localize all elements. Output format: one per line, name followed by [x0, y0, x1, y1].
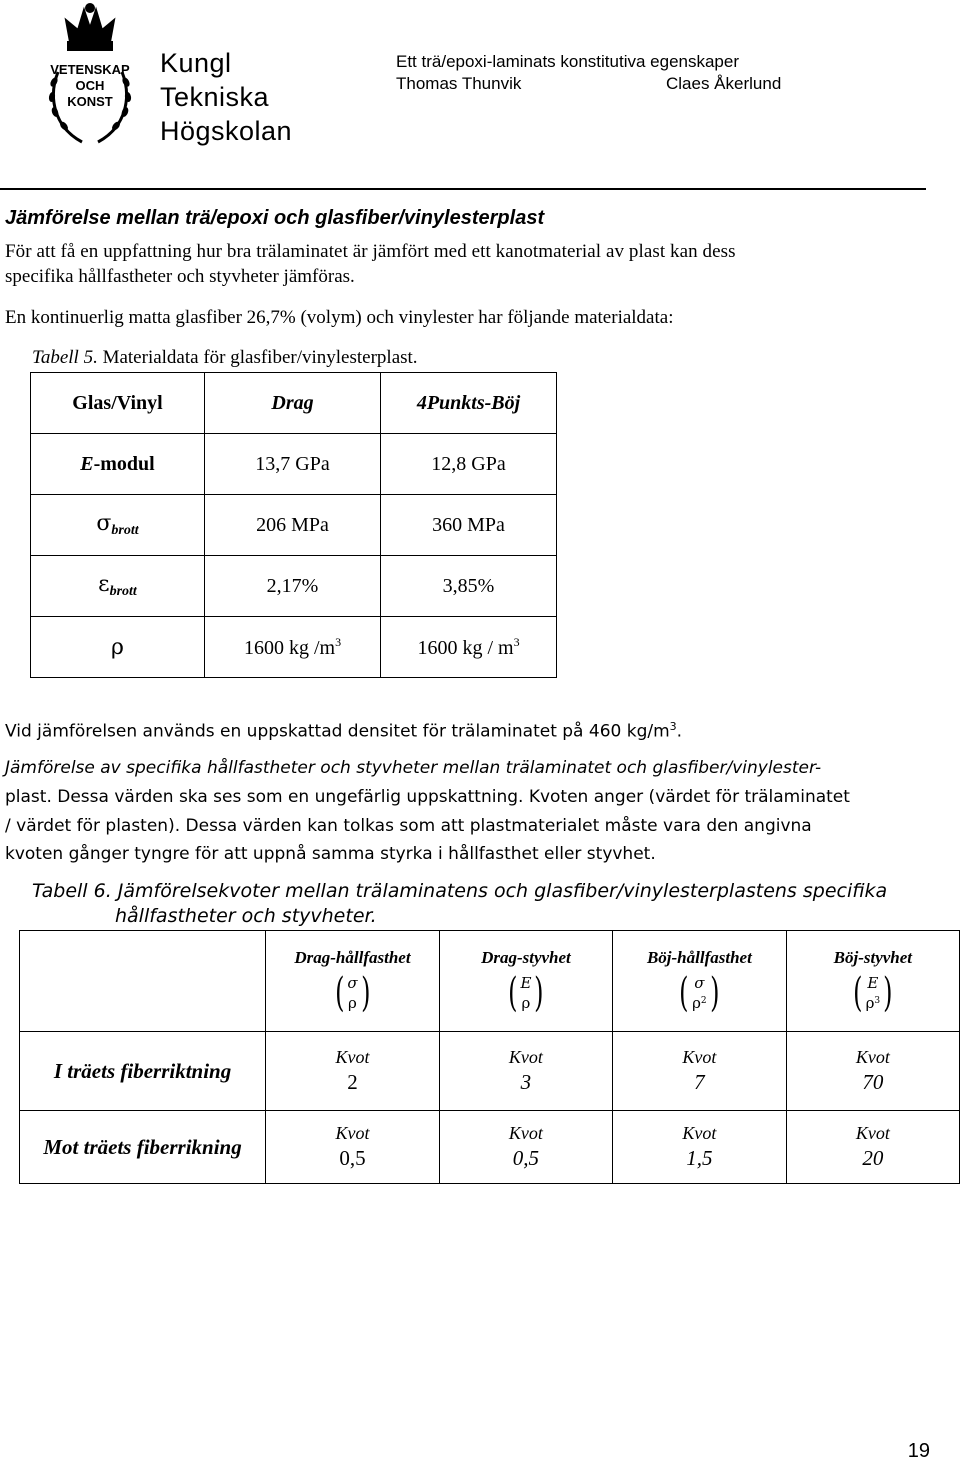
- left-paren-icon: (: [679, 970, 689, 1016]
- ratio-header-cell: [439, 931, 612, 1032]
- material-data-table: [30, 372, 557, 678]
- ratio-value-cell: [613, 1032, 787, 1111]
- left-paren-icon: (: [334, 970, 345, 1016]
- exponent: 2: [700, 996, 707, 1006]
- ratio-value: 70: [862, 1070, 884, 1094]
- fraction-numerator: E: [520, 974, 532, 992]
- boj-value-cell: [381, 617, 557, 678]
- ratio-header-cell: [786, 931, 959, 1032]
- paragraph-line: specifika hållfastheter och styvheter jämföras.: [5, 266, 355, 287]
- property-symbol: E: [80, 452, 94, 475]
- crest-motto-line: KONST: [67, 94, 113, 109]
- fraction-denominator-symbol: ρ: [521, 994, 531, 1012]
- property-cell: [31, 495, 205, 556]
- right-paren-icon: ): [883, 970, 893, 1016]
- crest-motto-line: OCH: [75, 78, 105, 93]
- table-header-row: [20, 931, 960, 1032]
- kvot-label: Kvot: [335, 1123, 370, 1143]
- section-title: Jämförelse mellan trä/epoxi och glasfiber/vinylesterplast: [5, 207, 545, 229]
- ratio-value-cell: [613, 1111, 787, 1184]
- exponent: 3: [669, 720, 677, 733]
- fraction-body: [520, 974, 531, 1012]
- value-text: 1600 kg / m: [417, 636, 514, 659]
- ratio-value-cell: [439, 1111, 612, 1184]
- fraction-body: [866, 974, 881, 1012]
- table-row: [31, 434, 557, 495]
- kvot-label: Kvot: [855, 1123, 890, 1143]
- ratio-fraction: [332, 972, 373, 1014]
- right-paren-icon: ): [360, 970, 371, 1016]
- property-symbol: ρ: [111, 634, 124, 660]
- table-header-row: [31, 373, 557, 434]
- fraction-body: [347, 974, 357, 1012]
- ratio-header-cell: [266, 931, 440, 1032]
- left-paren-icon: (: [853, 970, 863, 1016]
- table-header-cell: Glas/Vinyl: [31, 373, 205, 434]
- fraction-body: [692, 974, 707, 1012]
- ratio-fraction: [850, 972, 896, 1014]
- ratio-value: 20: [862, 1146, 884, 1170]
- fraction-denominator: [348, 992, 357, 1012]
- ratio-fraction: [676, 972, 722, 1014]
- left-paren-icon: (: [507, 970, 518, 1016]
- drag-value-cell: [205, 617, 381, 678]
- kvot-label: Kvot: [335, 1047, 370, 1067]
- ratio-value-cell: [786, 1111, 959, 1184]
- author-name: Thomas Thunvik: [396, 74, 522, 93]
- fraction-denominator: [866, 992, 881, 1012]
- ratio-value-cell: [266, 1032, 440, 1111]
- table-row: [31, 495, 557, 556]
- comparison-line: / värdet för plasten). Dessa värden kan tolkas som att plastmaterialet måste vara den angivna: [5, 816, 812, 836]
- boj-value-cell: 3,85%: [381, 556, 557, 617]
- ratio-header-cell: [613, 931, 787, 1032]
- ratio-value: 3: [520, 1070, 532, 1094]
- exponent: 3: [335, 634, 342, 649]
- exponent: 3: [513, 634, 520, 649]
- header-divider: [0, 188, 926, 190]
- table-row: [31, 556, 557, 617]
- paragraph-line: För att få en uppfattning hur bra trälaminatet är jämfört med ett kanotmaterial av plast kan dess: [5, 241, 736, 262]
- drag-value-cell: 13,7 GPa: [205, 434, 381, 495]
- property-symbol: ε: [98, 572, 110, 597]
- table-row: [20, 1032, 960, 1111]
- fraction-denominator: [692, 992, 707, 1012]
- ratio-value: 2: [347, 1070, 358, 1094]
- comparison-line: kvoten gånger tyngre för att uppnå samma styrka i hållfasthet eller styvhet.: [5, 844, 656, 864]
- kvot-label: Kvot: [508, 1123, 543, 1143]
- ratio-value-cell: [266, 1111, 440, 1184]
- ratio-value: 0,5: [512, 1146, 540, 1170]
- density-line: [5, 720, 682, 742]
- right-paren-icon: ): [534, 970, 544, 1016]
- right-paren-icon: ): [709, 970, 720, 1016]
- crest-motto-line: VETENSKAP: [50, 62, 130, 77]
- ratio-header-label: Drag-styvhet: [481, 948, 571, 967]
- table6-caption-line: Tabell 6. Jämförelsekvoter mellan trälaminatens och glasfiber/vinylesterplastens specifika: [32, 880, 888, 902]
- ratio-value: 7: [694, 1070, 705, 1094]
- ratio-header-label: Böj-hållfasthet: [646, 948, 752, 967]
- property-suffix: -modul: [93, 452, 155, 475]
- ratio-header-label: Böj-styvhet: [833, 948, 913, 967]
- institution-name-line: Högskolan: [160, 116, 293, 146]
- ratio-fraction: [505, 972, 547, 1014]
- boj-value-cell: 12,8 GPa: [381, 434, 557, 495]
- table5-caption-label: Tabell 5.: [32, 347, 98, 368]
- comparison-line: plast. Dessa värden ska ses som en ungefärlig uppskattning. Kvoten anger (värdet för trälaminatet: [5, 787, 850, 807]
- paragraph-line: En kontinuerlig matta glasfiber 26,7% (volym) och vinylester har följande materialdata:: [5, 307, 674, 328]
- ratio-value: 0,5: [339, 1146, 366, 1170]
- table5-caption: [32, 347, 418, 369]
- table-header-cell: Drag: [205, 373, 381, 434]
- ratio-value: 1,5: [686, 1146, 713, 1170]
- table-header-cell: 4Punkts-Böj: [381, 373, 557, 434]
- empty-header-cell: [20, 931, 266, 1032]
- kvot-label: Kvot: [682, 1123, 717, 1143]
- comparison-line: Jämförelse av specifika hållfastheter och styvheter mellan trälaminatet och glasfiber/vinylester-: [5, 758, 822, 778]
- property-cell: [31, 434, 205, 495]
- property-symbol: σ: [96, 511, 112, 536]
- fraction-denominator-symbol: ρ: [692, 994, 701, 1012]
- page-number: 19: [907, 1440, 930, 1462]
- density-text: Vid jämförelsen används en uppskattad densitet för trälaminatet på 460 kg/m: [5, 721, 670, 742]
- table-row: [20, 1111, 960, 1184]
- fraction-numerator: σ: [347, 974, 358, 992]
- ratio-value-cell: [786, 1032, 959, 1111]
- drag-value-cell: 2,17%: [205, 556, 381, 617]
- property-subscript: brott: [109, 584, 137, 599]
- table5-caption-text: Materialdata för glasfiber/vinylesterplast.: [97, 347, 418, 368]
- table-row: [31, 617, 557, 678]
- kvot-label: Kvot: [508, 1047, 543, 1067]
- density-end: .: [676, 721, 683, 742]
- drag-value-cell: 206 MPa: [205, 495, 381, 556]
- exponent: 3: [874, 996, 881, 1006]
- comparison-ratio-table: [19, 930, 960, 1184]
- ratio-header-label: Drag-hållfasthet: [294, 948, 411, 967]
- institution-name-line: Kungl: [160, 48, 232, 78]
- fraction-denominator: [522, 992, 531, 1012]
- boj-value-cell: 360 MPa: [381, 495, 557, 556]
- fraction-numerator: σ: [694, 974, 705, 992]
- document-title: Ett trä/epoxi-laminats konstitutiva egenskaper: [396, 52, 740, 71]
- author-name: Claes Åkerlund: [666, 74, 782, 93]
- property-cell: [31, 617, 205, 678]
- fraction-numerator: E: [867, 974, 879, 992]
- property-cell: [31, 556, 205, 617]
- table6-caption-line: hållfastheter och styvheter.: [115, 905, 377, 927]
- property-subscript: brott: [111, 523, 139, 538]
- fraction-denominator-symbol: ρ: [348, 994, 357, 1012]
- value-text: 1600 kg /m: [243, 636, 336, 659]
- kvot-label: Kvot: [682, 1047, 717, 1067]
- crest-motto: [40, 62, 140, 110]
- fraction-denominator-symbol: ρ: [865, 994, 875, 1012]
- kvot-label: Kvot: [855, 1047, 890, 1067]
- row-label-cell: I träets fiberriktning: [20, 1032, 266, 1111]
- ratio-value-cell: [439, 1032, 612, 1111]
- row-label-cell: Mot träets fiberrikning: [20, 1111, 266, 1184]
- institution-name-line: Tekniska: [160, 82, 270, 112]
